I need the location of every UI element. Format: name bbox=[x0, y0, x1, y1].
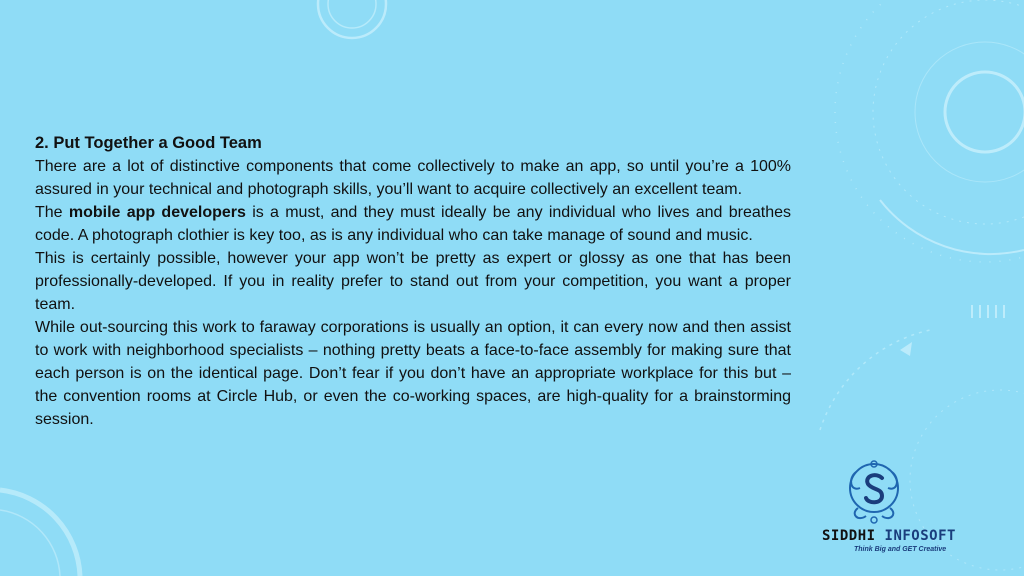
logo-wordmark bbox=[822, 528, 958, 544]
paragraph-2-suffix: is a must, and they must ideally be any individual who lives and breathes code. A photograph clothier is key too, as is any individual who can take manage of sound and music. bbox=[35, 204, 792, 244]
paragraph-4: While out-sourcing this work to faraway corporations is usually an option, it can every now and then assist to work with neighborhood specialists – nothing pretty beats a face-to-face assembly for making sure that each person is on the identical page. Don’t fear if you don’t have an appropriate workplace for this but – the convention rooms at Circle Hub, or even the co-working spaces, are high-quality for a brainstorming session. bbox=[35, 319, 791, 428]
bold-phrase: mobile app developers bbox=[68, 204, 246, 221]
logo-name-part1: SIDDHI bbox=[822, 528, 885, 544]
paragraph-3: This is certainly possible, however your app won’t be pretty as expert or glossy as one that has been professionally-developed. If you in reality prefer to stand out from your competition, you want a proper team. bbox=[35, 250, 791, 313]
article-body bbox=[35, 132, 791, 431]
paragraph-2 bbox=[35, 201, 791, 247]
company-logo bbox=[818, 458, 958, 568]
paragraph-2-prefix: The bbox=[35, 204, 69, 221]
section-heading: 2. Put Together a Good Team bbox=[35, 134, 262, 152]
swirl-s-logo-icon bbox=[846, 458, 902, 526]
paragraph-1: There are a lot of distinctive components that come collectively to make an app, so until you’re a 100% assured in your technical and photograph skills, you’ll want to acquire collectively an excellent team. bbox=[35, 158, 791, 198]
logo-name-part2: INFOSOFT bbox=[884, 528, 956, 544]
logo-tagline: Think Big and GET Creative bbox=[854, 546, 947, 553]
